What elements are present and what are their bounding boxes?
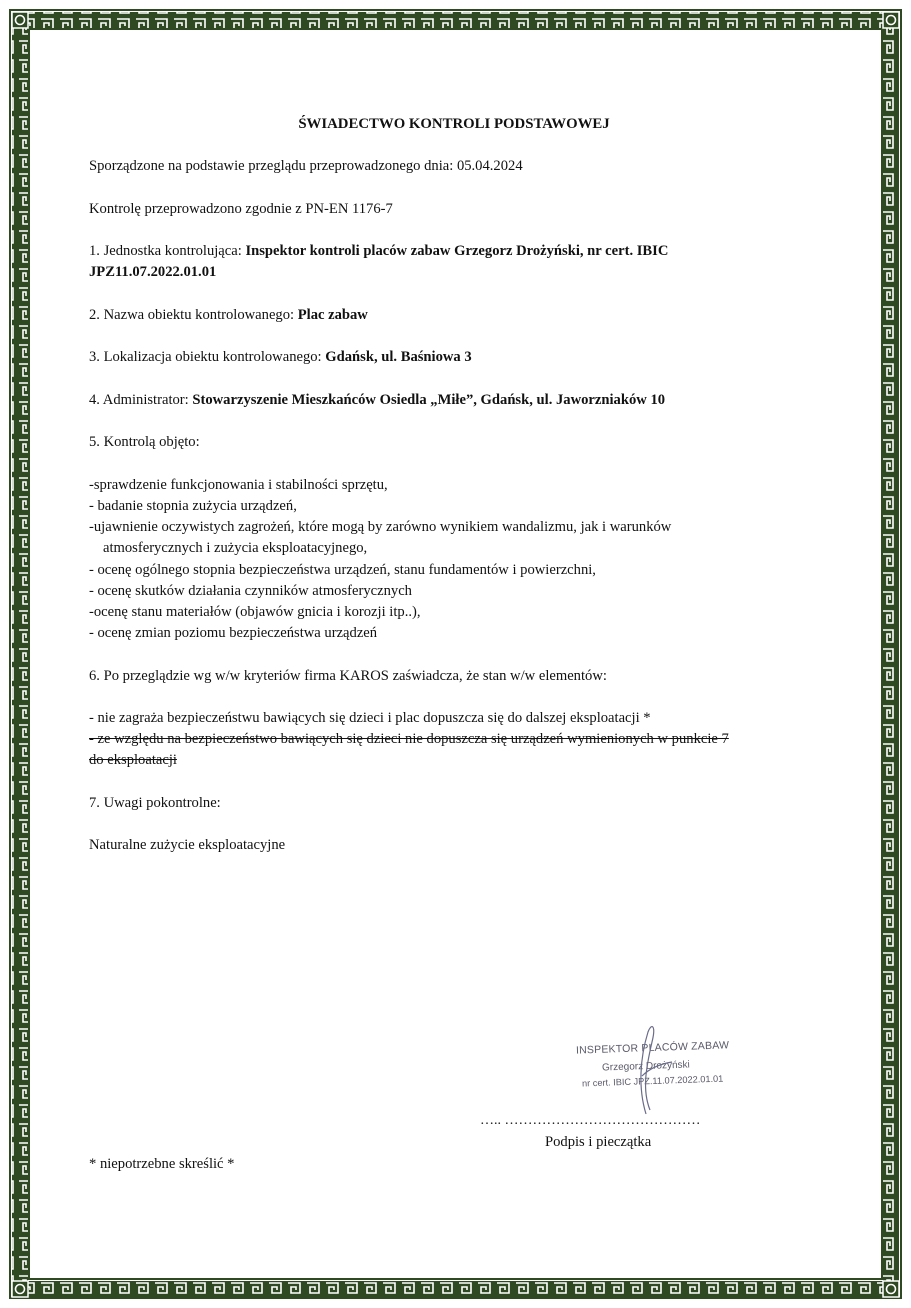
item-7-value: Naturalne zużycie eksploatacyjne bbox=[89, 837, 286, 853]
item-7-label: 7. Uwagi pokontrolne: bbox=[89, 795, 221, 811]
item-2-line bbox=[89, 306, 368, 324]
item-1-label: 1. Jednostka kontrolująca: bbox=[89, 243, 246, 259]
scope-item: -ujawnienie oczywistych zagrożeń, które mogą by zarówno wynikiem wandalizmu, jak i warunków bbox=[89, 519, 672, 535]
item-1-line bbox=[89, 242, 668, 260]
item-1-value-cont: JPZ11.07.2022.01.01 bbox=[89, 264, 217, 280]
verdict-option-rejected-cont: do eksploatacji bbox=[89, 752, 177, 768]
verdict-option-rejected: - ze względu na bezpieczeństwo bawiących się dzieci nie dopuszcza się urządzeń wymienionych w punkcie 7 bbox=[89, 731, 729, 747]
standard-line: Kontrolę przeprowadzono zgodnie z PN-EN 1176-7 bbox=[89, 201, 393, 217]
item-5-label: 5. Kontrolą objęto: bbox=[89, 434, 200, 450]
item-1-line-2 bbox=[89, 263, 216, 281]
inspector-stamp bbox=[576, 1030, 736, 1110]
item-6-label: 6. Po przeglądzie wg w/w kryteriów firma KAROS zaświadcza, że stan w/w elementów: bbox=[89, 668, 607, 684]
scope-item: - ocenę skutków działania czynników atmosferycznych bbox=[89, 583, 412, 599]
item-4-label: 4. Administrator: bbox=[89, 392, 193, 408]
item-2-label: 2. Nazwa obiektu kontrolowanego: bbox=[89, 307, 298, 323]
handwritten-signature bbox=[576, 1018, 736, 1118]
inspection-date-line: Sporządzone na podstawie przeglądu przeprowadzonego dnia: 05.04.2024 bbox=[89, 158, 523, 174]
item-2-value: Plac zabaw bbox=[297, 307, 368, 323]
stamp-line-1: INSPEKTOR PLACÓW ZABAW bbox=[575, 1039, 730, 1057]
scope-item: -sprawdzenie funkcjonowania i stabilności sprzętu, bbox=[89, 477, 388, 493]
signature-label: Podpis i pieczątka bbox=[545, 1134, 652, 1150]
scope-item: -ocenę stanu materiałów (objawów gnicia i korozji itp..), bbox=[89, 604, 421, 620]
scope-item: atmosferycznych i zużycia eksploatacyjnego, bbox=[103, 540, 368, 556]
item-4-value: Stowarzyszenie Mieszkańców Osiedla „Miłe”, Gdańsk, ul. Jaworzniaków 10 bbox=[192, 392, 666, 408]
item-3-label: 3. Lokalizacja obiektu kontrolowanego: bbox=[89, 349, 326, 365]
item-4-line bbox=[89, 391, 665, 409]
item-3-line bbox=[89, 348, 472, 366]
footnote: * niepotrzebne skreślić * bbox=[89, 1156, 235, 1172]
scope-item: - badanie stopnia zużycia urządzeń, bbox=[89, 498, 297, 514]
item-1-value: Inspektor kontroli placów zabaw Grzegorz Drożyński, nr cert. IBIC bbox=[245, 243, 669, 259]
certificate-title: ŚWIADECTWO KONTROLI PODSTAWOWEJ bbox=[298, 116, 610, 132]
stamp-line-2: Grzegorz Drożyński bbox=[601, 1059, 690, 1074]
item-3-value: Gdańsk, ul. Baśniowa 3 bbox=[325, 349, 472, 365]
scope-item: - ocenę ogólnego stopnia bezpieczeństwa urządzeń, stanu fundamentów i powierzchni, bbox=[89, 562, 596, 578]
verdict-option-approved: - nie zagraża bezpieczeństwu bawiących się dzieci i plac dopuszcza się do dalszej eksploatacji * bbox=[89, 710, 651, 726]
scope-item: - ocenę zmian poziomu bezpieczeństwa urządzeń bbox=[89, 625, 378, 641]
signature-dotted-line: ….. …………………………………… bbox=[480, 1113, 701, 1128]
stamp-line-3: nr cert. IBIC JPZ.11.07.2022.01.01 bbox=[581, 1073, 724, 1089]
